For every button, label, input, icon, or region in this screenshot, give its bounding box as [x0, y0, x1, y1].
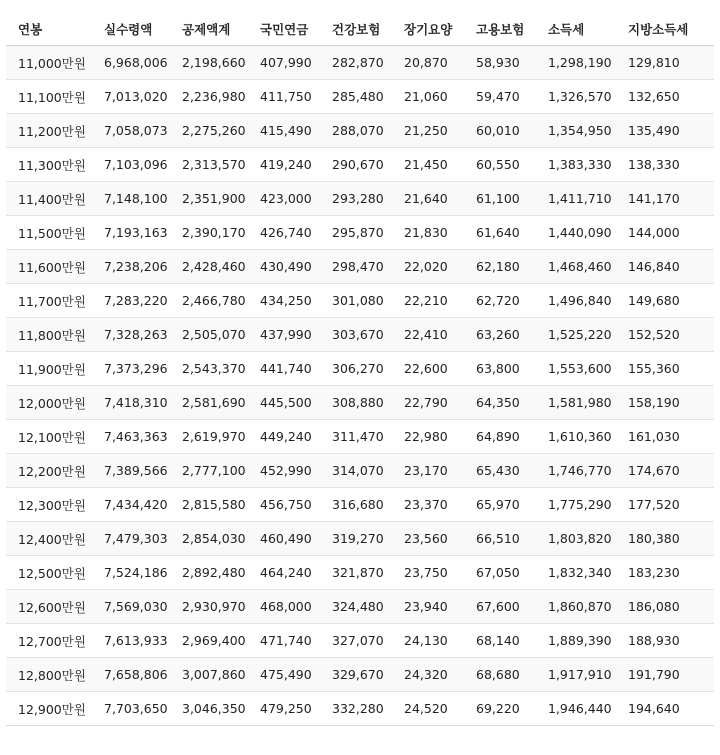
cell-col-national-pension: 423,000: [248, 182, 320, 216]
header-col-annual-salary: 연봉: [6, 12, 92, 46]
cell-col-net-pay: 7,389,566: [92, 454, 170, 488]
cell-col-net-pay: 7,283,220: [92, 284, 170, 318]
cell-col-health-insurance: 293,280: [320, 182, 392, 216]
table-row: [6, 590, 714, 624]
cell-col-annual-salary: 11,500만원: [6, 216, 92, 250]
cell-col-income-tax: 1,860,870: [536, 590, 616, 624]
table-row: [6, 556, 714, 590]
cell-col-health-insurance: 311,470: [320, 420, 392, 454]
table-row: [6, 114, 714, 148]
cell-col-annual-salary: 11,200만원: [6, 114, 92, 148]
cell-col-employment-insurance: 60,550: [464, 148, 536, 182]
table-row: [6, 488, 714, 522]
cell-col-long-term-care: 21,060: [392, 80, 464, 114]
header-col-local-income-tax: 지방소득세: [616, 12, 714, 46]
cell-col-local-income-tax: 158,190: [616, 386, 714, 420]
cell-col-total-deduction: 2,777,100: [170, 454, 248, 488]
cell-col-long-term-care: 24,520: [392, 692, 464, 726]
cell-col-national-pension: 468,000: [248, 590, 320, 624]
cell-col-local-income-tax: 129,810: [616, 46, 714, 80]
cell-col-health-insurance: 295,870: [320, 216, 392, 250]
cell-col-net-pay: 7,058,073: [92, 114, 170, 148]
cell-col-net-pay: 7,418,310: [92, 386, 170, 420]
cell-col-local-income-tax: 146,840: [616, 250, 714, 284]
cell-col-annual-salary: 11,100만원: [6, 80, 92, 114]
cell-col-net-pay: 7,524,186: [92, 556, 170, 590]
cell-col-net-pay: 7,103,096: [92, 148, 170, 182]
table-row: [6, 284, 714, 318]
cell-col-long-term-care: 24,130: [392, 624, 464, 658]
cell-col-employment-insurance: 63,800: [464, 352, 536, 386]
cell-col-long-term-care: 23,170: [392, 454, 464, 488]
cell-col-national-pension: 464,240: [248, 556, 320, 590]
cell-col-income-tax: 1,298,190: [536, 46, 616, 80]
cell-col-local-income-tax: 186,080: [616, 590, 714, 624]
cell-col-total-deduction: 3,046,350: [170, 692, 248, 726]
cell-col-total-deduction: 2,581,690: [170, 386, 248, 420]
cell-col-annual-salary: 12,100만원: [6, 420, 92, 454]
cell-col-income-tax: 1,496,840: [536, 284, 616, 318]
cell-col-health-insurance: 329,670: [320, 658, 392, 692]
table-row: [6, 420, 714, 454]
cell-col-total-deduction: 2,543,370: [170, 352, 248, 386]
cell-col-national-pension: 419,240: [248, 148, 320, 182]
cell-col-long-term-care: 21,640: [392, 182, 464, 216]
table-row: [6, 148, 714, 182]
cell-col-national-pension: 460,490: [248, 522, 320, 556]
cell-col-health-insurance: 290,670: [320, 148, 392, 182]
cell-col-income-tax: 1,525,220: [536, 318, 616, 352]
cell-col-local-income-tax: 177,520: [616, 488, 714, 522]
cell-col-national-pension: 426,740: [248, 216, 320, 250]
cell-col-employment-insurance: 68,680: [464, 658, 536, 692]
cell-col-national-pension: 434,250: [248, 284, 320, 318]
table-row: [6, 318, 714, 352]
cell-col-local-income-tax: 161,030: [616, 420, 714, 454]
cell-col-long-term-care: 20,870: [392, 46, 464, 80]
table-body: [6, 46, 714, 726]
cell-col-national-pension: 471,740: [248, 624, 320, 658]
cell-col-long-term-care: 23,370: [392, 488, 464, 522]
cell-col-income-tax: 1,610,360: [536, 420, 616, 454]
table-row: [6, 454, 714, 488]
cell-col-income-tax: 1,746,770: [536, 454, 616, 488]
cell-col-health-insurance: 321,870: [320, 556, 392, 590]
cell-col-local-income-tax: 183,230: [616, 556, 714, 590]
cell-col-local-income-tax: 194,640: [616, 692, 714, 726]
cell-col-total-deduction: 2,969,400: [170, 624, 248, 658]
cell-col-long-term-care: 21,250: [392, 114, 464, 148]
cell-col-annual-salary: 11,300만원: [6, 148, 92, 182]
cell-col-local-income-tax: 132,650: [616, 80, 714, 114]
cell-col-annual-salary: 11,400만원: [6, 182, 92, 216]
cell-col-income-tax: 1,946,440: [536, 692, 616, 726]
cell-col-national-pension: 441,740: [248, 352, 320, 386]
cell-col-income-tax: 1,803,820: [536, 522, 616, 556]
cell-col-net-pay: 7,013,020: [92, 80, 170, 114]
cell-col-health-insurance: 332,280: [320, 692, 392, 726]
table-row: [6, 182, 714, 216]
cell-col-health-insurance: 288,070: [320, 114, 392, 148]
cell-col-national-pension: 437,990: [248, 318, 320, 352]
cell-col-total-deduction: 2,275,260: [170, 114, 248, 148]
table-row: [6, 386, 714, 420]
cell-col-annual-salary: 11,900만원: [6, 352, 92, 386]
cell-col-total-deduction: 2,198,660: [170, 46, 248, 80]
cell-col-net-pay: 7,569,030: [92, 590, 170, 624]
cell-col-employment-insurance: 65,970: [464, 488, 536, 522]
cell-col-total-deduction: 2,815,580: [170, 488, 248, 522]
cell-col-employment-insurance: 58,930: [464, 46, 536, 80]
cell-col-local-income-tax: 144,000: [616, 216, 714, 250]
cell-col-net-pay: 7,613,933: [92, 624, 170, 658]
cell-col-national-pension: 415,490: [248, 114, 320, 148]
cell-col-income-tax: 1,354,950: [536, 114, 616, 148]
cell-col-health-insurance: 314,070: [320, 454, 392, 488]
table-row: [6, 624, 714, 658]
cell-col-local-income-tax: 180,380: [616, 522, 714, 556]
cell-col-long-term-care: 21,830: [392, 216, 464, 250]
header-col-health-insurance: 건강보험: [320, 12, 392, 46]
cell-col-long-term-care: 22,020: [392, 250, 464, 284]
table-row: [6, 250, 714, 284]
cell-col-total-deduction: 2,930,970: [170, 590, 248, 624]
cell-col-total-deduction: 2,892,480: [170, 556, 248, 590]
cell-col-health-insurance: 282,870: [320, 46, 392, 80]
table-row: [6, 80, 714, 114]
cell-col-long-term-care: 22,410: [392, 318, 464, 352]
table-row: [6, 692, 714, 726]
cell-col-net-pay: 7,373,296: [92, 352, 170, 386]
cell-col-employment-insurance: 60,010: [464, 114, 536, 148]
cell-col-annual-salary: 11,000만원: [6, 46, 92, 80]
cell-col-employment-insurance: 65,430: [464, 454, 536, 488]
cell-col-local-income-tax: 174,670: [616, 454, 714, 488]
cell-col-long-term-care: 24,320: [392, 658, 464, 692]
cell-col-total-deduction: 2,351,900: [170, 182, 248, 216]
cell-col-health-insurance: 298,470: [320, 250, 392, 284]
cell-col-total-deduction: 2,619,970: [170, 420, 248, 454]
cell-col-national-pension: 411,750: [248, 80, 320, 114]
cell-col-income-tax: 1,326,570: [536, 80, 616, 114]
header-col-long-term-care: 장기요양: [392, 12, 464, 46]
cell-col-health-insurance: 324,480: [320, 590, 392, 624]
cell-col-health-insurance: 308,880: [320, 386, 392, 420]
cell-col-income-tax: 1,440,090: [536, 216, 616, 250]
header-row: [6, 12, 714, 46]
cell-col-national-pension: 445,500: [248, 386, 320, 420]
cell-col-health-insurance: 303,670: [320, 318, 392, 352]
cell-col-income-tax: 1,411,710: [536, 182, 616, 216]
cell-col-income-tax: 1,889,390: [536, 624, 616, 658]
header-col-national-pension: 국민연금: [248, 12, 320, 46]
cell-col-annual-salary: 12,400만원: [6, 522, 92, 556]
cell-col-employment-insurance: 63,260: [464, 318, 536, 352]
cell-col-long-term-care: 22,980: [392, 420, 464, 454]
cell-col-local-income-tax: 135,490: [616, 114, 714, 148]
cell-col-annual-salary: 12,900만원: [6, 692, 92, 726]
cell-col-long-term-care: 23,560: [392, 522, 464, 556]
cell-col-income-tax: 1,581,980: [536, 386, 616, 420]
cell-col-net-pay: 7,238,206: [92, 250, 170, 284]
cell-col-net-pay: 7,328,263: [92, 318, 170, 352]
cell-col-annual-salary: 12,500만원: [6, 556, 92, 590]
cell-col-national-pension: 407,990: [248, 46, 320, 80]
cell-col-annual-salary: 11,800만원: [6, 318, 92, 352]
cell-col-employment-insurance: 61,640: [464, 216, 536, 250]
cell-col-net-pay: 7,703,650: [92, 692, 170, 726]
cell-col-total-deduction: 2,236,980: [170, 80, 248, 114]
cell-col-long-term-care: 22,790: [392, 386, 464, 420]
header-col-employment-insurance: 고용보험: [464, 12, 536, 46]
cell-col-national-pension: 452,990: [248, 454, 320, 488]
table-row: [6, 522, 714, 556]
cell-col-health-insurance: 306,270: [320, 352, 392, 386]
cell-col-total-deduction: 2,854,030: [170, 522, 248, 556]
cell-col-national-pension: 430,490: [248, 250, 320, 284]
cell-col-national-pension: 456,750: [248, 488, 320, 522]
cell-col-total-deduction: 2,428,460: [170, 250, 248, 284]
cell-col-total-deduction: 2,505,070: [170, 318, 248, 352]
cell-col-income-tax: 1,917,910: [536, 658, 616, 692]
cell-col-employment-insurance: 59,470: [464, 80, 536, 114]
cell-col-health-insurance: 301,080: [320, 284, 392, 318]
cell-col-income-tax: 1,553,600: [536, 352, 616, 386]
cell-col-net-pay: 6,968,006: [92, 46, 170, 80]
table-row: [6, 46, 714, 80]
cell-col-annual-salary: 11,700만원: [6, 284, 92, 318]
cell-col-net-pay: 7,434,420: [92, 488, 170, 522]
cell-col-health-insurance: 327,070: [320, 624, 392, 658]
cell-col-health-insurance: 285,480: [320, 80, 392, 114]
cell-col-annual-salary: 12,700만원: [6, 624, 92, 658]
cell-col-long-term-care: 23,750: [392, 556, 464, 590]
cell-col-national-pension: 449,240: [248, 420, 320, 454]
cell-col-total-deduction: 3,007,860: [170, 658, 248, 692]
cell-col-local-income-tax: 191,790: [616, 658, 714, 692]
cell-col-employment-insurance: 68,140: [464, 624, 536, 658]
cell-col-long-term-care: 22,600: [392, 352, 464, 386]
cell-col-local-income-tax: 149,680: [616, 284, 714, 318]
cell-col-annual-salary: 12,800만원: [6, 658, 92, 692]
cell-col-local-income-tax: 138,330: [616, 148, 714, 182]
table-row: [6, 216, 714, 250]
cell-col-net-pay: 7,193,163: [92, 216, 170, 250]
cell-col-total-deduction: 2,466,780: [170, 284, 248, 318]
salary-table: [6, 12, 714, 726]
cell-col-long-term-care: 21,450: [392, 148, 464, 182]
cell-col-total-deduction: 2,313,570: [170, 148, 248, 182]
table-row: [6, 352, 714, 386]
cell-col-health-insurance: 319,270: [320, 522, 392, 556]
cell-col-employment-insurance: 67,050: [464, 556, 536, 590]
cell-col-employment-insurance: 64,890: [464, 420, 536, 454]
cell-col-employment-insurance: 62,720: [464, 284, 536, 318]
table-row: [6, 658, 714, 692]
cell-col-employment-insurance: 61,100: [464, 182, 536, 216]
cell-col-total-deduction: 2,390,170: [170, 216, 248, 250]
cell-col-net-pay: 7,658,806: [92, 658, 170, 692]
cell-col-long-term-care: 23,940: [392, 590, 464, 624]
cell-col-health-insurance: 316,680: [320, 488, 392, 522]
cell-col-local-income-tax: 141,170: [616, 182, 714, 216]
cell-col-net-pay: 7,479,303: [92, 522, 170, 556]
cell-col-income-tax: 1,832,340: [536, 556, 616, 590]
table-header: [6, 12, 714, 46]
cell-col-net-pay: 7,463,363: [92, 420, 170, 454]
cell-col-income-tax: 1,775,290: [536, 488, 616, 522]
cell-col-net-pay: 7,148,100: [92, 182, 170, 216]
cell-col-long-term-care: 22,210: [392, 284, 464, 318]
cell-col-employment-insurance: 69,220: [464, 692, 536, 726]
header-col-net-pay: 실수령액: [92, 12, 170, 46]
cell-col-national-pension: 475,490: [248, 658, 320, 692]
cell-col-annual-salary: 12,000만원: [6, 386, 92, 420]
cell-col-annual-salary: 12,300만원: [6, 488, 92, 522]
header-col-income-tax: 소득세: [536, 12, 616, 46]
cell-col-income-tax: 1,383,330: [536, 148, 616, 182]
cell-col-national-pension: 479,250: [248, 692, 320, 726]
cell-col-employment-insurance: 62,180: [464, 250, 536, 284]
cell-col-local-income-tax: 155,360: [616, 352, 714, 386]
cell-col-employment-insurance: 67,600: [464, 590, 536, 624]
header-col-total-deduction: 공제액계: [170, 12, 248, 46]
cell-col-local-income-tax: 188,930: [616, 624, 714, 658]
cell-col-annual-salary: 12,600만원: [6, 590, 92, 624]
cell-col-local-income-tax: 152,520: [616, 318, 714, 352]
cell-col-annual-salary: 12,200만원: [6, 454, 92, 488]
cell-col-annual-salary: 11,600만원: [6, 250, 92, 284]
cell-col-employment-insurance: 64,350: [464, 386, 536, 420]
cell-col-employment-insurance: 66,510: [464, 522, 536, 556]
cell-col-income-tax: 1,468,460: [536, 250, 616, 284]
